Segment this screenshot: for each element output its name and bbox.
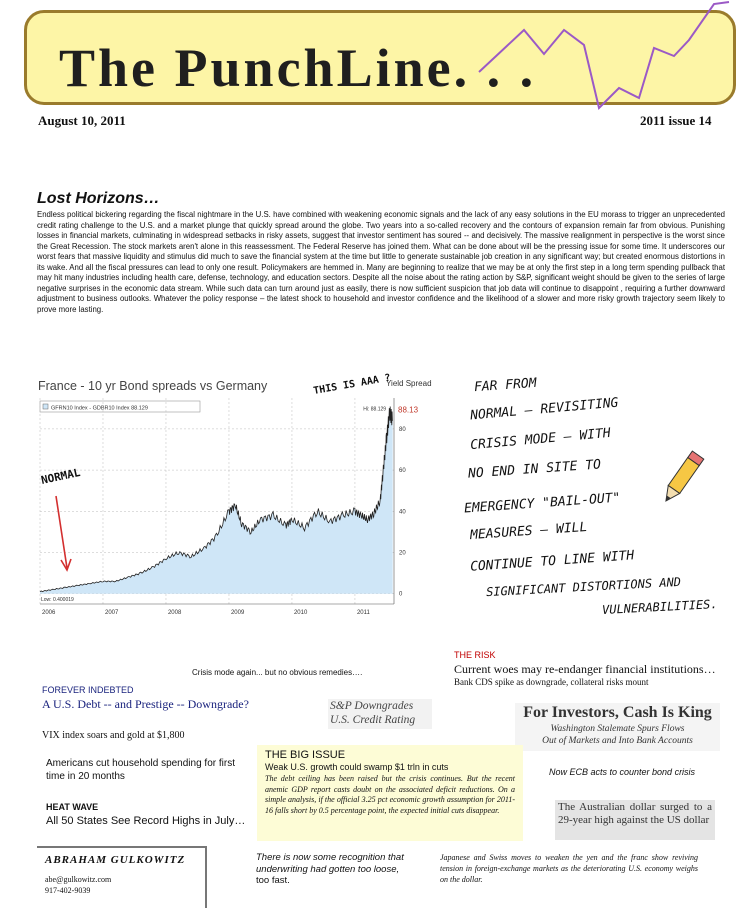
handwritten-line: EMERGENCY "BAIL-OUT" <box>463 490 621 517</box>
chart-legend-swatch <box>43 404 48 409</box>
heatwave-headline: All 50 States See Record Highs in July… <box>46 815 246 827</box>
author-name: ABRAHAM GULKOWITZ <box>45 854 186 866</box>
chart-legend-label: GFRN10 Index - GDBR10 Index 88.129 <box>51 405 148 412</box>
chart-last-value: 88.13 <box>398 405 419 415</box>
cash-clip-title: For Investors, Cash Is King <box>523 704 712 721</box>
risk-label: THE RISK <box>454 650 496 660</box>
handwritten-line: MEASURES – WILL <box>469 519 588 544</box>
masthead-trend-polyline <box>479 2 729 108</box>
sp-downgrade-clipping <box>328 699 432 729</box>
chart-x-tick-label: 2007 <box>104 610 119 616</box>
heatwave-label: HEAT WAVE <box>46 802 99 812</box>
risk-subheadline: Bank CDS spike as downgrade, collateral risks mount <box>454 677 649 687</box>
chart-y-tick-label: 80 <box>399 426 406 433</box>
handwritten-note <box>462 372 752 634</box>
article-body: Endless political bickering regarding the fiscal nightmare in the U.S. have combined with weakening economic signals and the lack of any easy solutions in the EU morass to trigger an unprecedented credit rating challenge to the U.S. and a market plunge that quickly spread around the globe. Two years into a so-called recovery and the contours of expansion remain far from obvious. Punishing losses in financial markets, culminating in widespread setbacks in risky assets, suggest that investor sentiment has soured -- and decisively. The massive realignment in perspective is the worst since the Great Recession. The stock markets aren't alone in this reassessment. The Federal Reserve has joined them. What can be done about will be the pressing issue for some time. It underscores our worst fears that massive liquidity and stimulus did much to save the financial system at the time but little to generate sustainable job creation in any significant way; but created enormous distortions in its wake. And all the fiscal pressures can lead to only one result. Policymakers are hemmed in. Many are beginning to realize that we may be at only the first step in a long term spending pullback that may hit many industries including health care, defense, technology, and education sectors. Despite all the noise about the rating action by S&P, significant weight should be given to the series of large negative surprises in the economic data stream. While such data can turn around just as easily, there is now sufficient suspicion that job data will continue to disappoint , requiring a further downward adjustment to business outlooks. Whatever the policy response – the latest shock to household and investor confidence and the likelihood of a slower and more risky growth trajectory seem likely to prove more lasting. <box>37 210 725 314</box>
chart-x-tick-label: 2010 <box>293 610 308 616</box>
handwritten-line: NORMAL – REVISITING <box>469 395 620 424</box>
cash-is-king-clipping <box>515 703 720 751</box>
issue-number: 2011 issue 14 <box>640 113 712 128</box>
chart-low-label: Low: 0.400019 <box>41 597 74 603</box>
vix-headline: VIX index soars and gold at $1,800 <box>42 730 185 741</box>
newsletter-title: The PunchLine. . . <box>59 38 537 98</box>
recognition-quote <box>256 852 412 887</box>
cash-clip-sub-line: Out of Markets and Into Bank Accounts <box>542 736 693 746</box>
cash-clip-subtitle <box>515 723 720 747</box>
yen-franc-note: Japanese and Swiss moves to weaken the yen and the franc show reviving tension in foreign-exchange markets as the deteriorating U.S. economy weighs on the dollar. <box>440 853 698 884</box>
household-headline: Americans cut household spending for first time in 20 months <box>46 758 235 782</box>
debt-label: FOREVER INDEBTED <box>42 685 134 695</box>
chart-y-tick-label: 40 <box>399 509 406 516</box>
chart-x-tick-label: 2006 <box>42 610 56 616</box>
cash-clip-sub-line: Washington Stalemate Spurs Flows <box>550 724 685 734</box>
risk-headline: Current woes may re-endanger financial institutions… <box>454 662 716 676</box>
recognition-text: There is now some recognition that underwriting had gotten too loose, <box>256 852 404 875</box>
article-title: Lost Horizons… <box>37 190 160 207</box>
chart-x-tick-label: 2009 <box>230 610 245 616</box>
big-issue-box <box>257 745 523 841</box>
big-issue-body: The debt ceiling has been raised but the crisis continues. But the recent anemic GDP report casts doubt on the associated deficit reductions. On a simple analysis, if the official 3.25 pct economic growth assumption for 2011-16 falls short by 0.5 percentage point, the expected initial cuts disappear. <box>265 774 515 815</box>
chart-y-tick-label: 60 <box>399 468 406 475</box>
author-email: abe@gulkowitz.com <box>45 875 112 884</box>
handwritten-line: FAR FROM <box>473 375 538 396</box>
handwritten-line: NO END IN SITE TO <box>467 457 602 482</box>
chart-y-tick-label: 0 <box>399 591 403 598</box>
author-phone: 917-402-9039 <box>45 886 91 895</box>
pencil-icon <box>660 448 705 508</box>
big-issue-label: THE BIG ISSUE <box>265 749 346 761</box>
chart-caption: Crisis mode again... but no obvious remedies…. <box>192 668 363 677</box>
sp-clip-line: U.S. Credit Rating <box>330 714 416 726</box>
masthead-trend-line <box>24 0 753 130</box>
sp-clip-line: S&P Downgrades <box>330 700 414 712</box>
annotation-normal: NORMAL <box>39 465 82 487</box>
handwritten-line: CONTINUE TO LINE WITH <box>469 548 635 575</box>
chart-x-tick-label: 2008 <box>167 610 182 616</box>
chart-y-tick-label: 20 <box>399 550 406 557</box>
big-issue-subheadline: Weak U.S. growth could swamp $1 trln in cuts <box>265 762 449 772</box>
handwritten-line: CRISIS MODE – WITH <box>469 425 612 454</box>
author-box <box>37 846 207 908</box>
chart-title: France - 10 yr Bond spreads vs Germany <box>38 379 268 393</box>
chart-high-label: Hi: 88.129 <box>363 406 387 413</box>
aud-clipping: The Australian dollar surged to a 29-year high against the US dollar <box>555 800 715 840</box>
recognition-tail: too fast. <box>256 875 290 886</box>
ecb-headline: Now ECB acts to counter bond crisis <box>549 767 696 777</box>
chart-corner-label: Yield Spread <box>386 379 432 388</box>
chart-x-tick-label: 2011 <box>356 610 370 616</box>
annotation-aaa: THIS IS AAA ? <box>312 372 392 397</box>
debt-headline: A U.S. Debt -- and Prestige -- Downgrade? <box>42 697 249 711</box>
bond-spread-chart <box>34 372 439 628</box>
handwritten-line: VULNERABILITIES. <box>601 596 718 618</box>
handwritten-line: SIGNIFICANT DISTORTIONS AND <box>485 574 682 600</box>
issue-date: August 10, 2011 <box>38 113 126 128</box>
